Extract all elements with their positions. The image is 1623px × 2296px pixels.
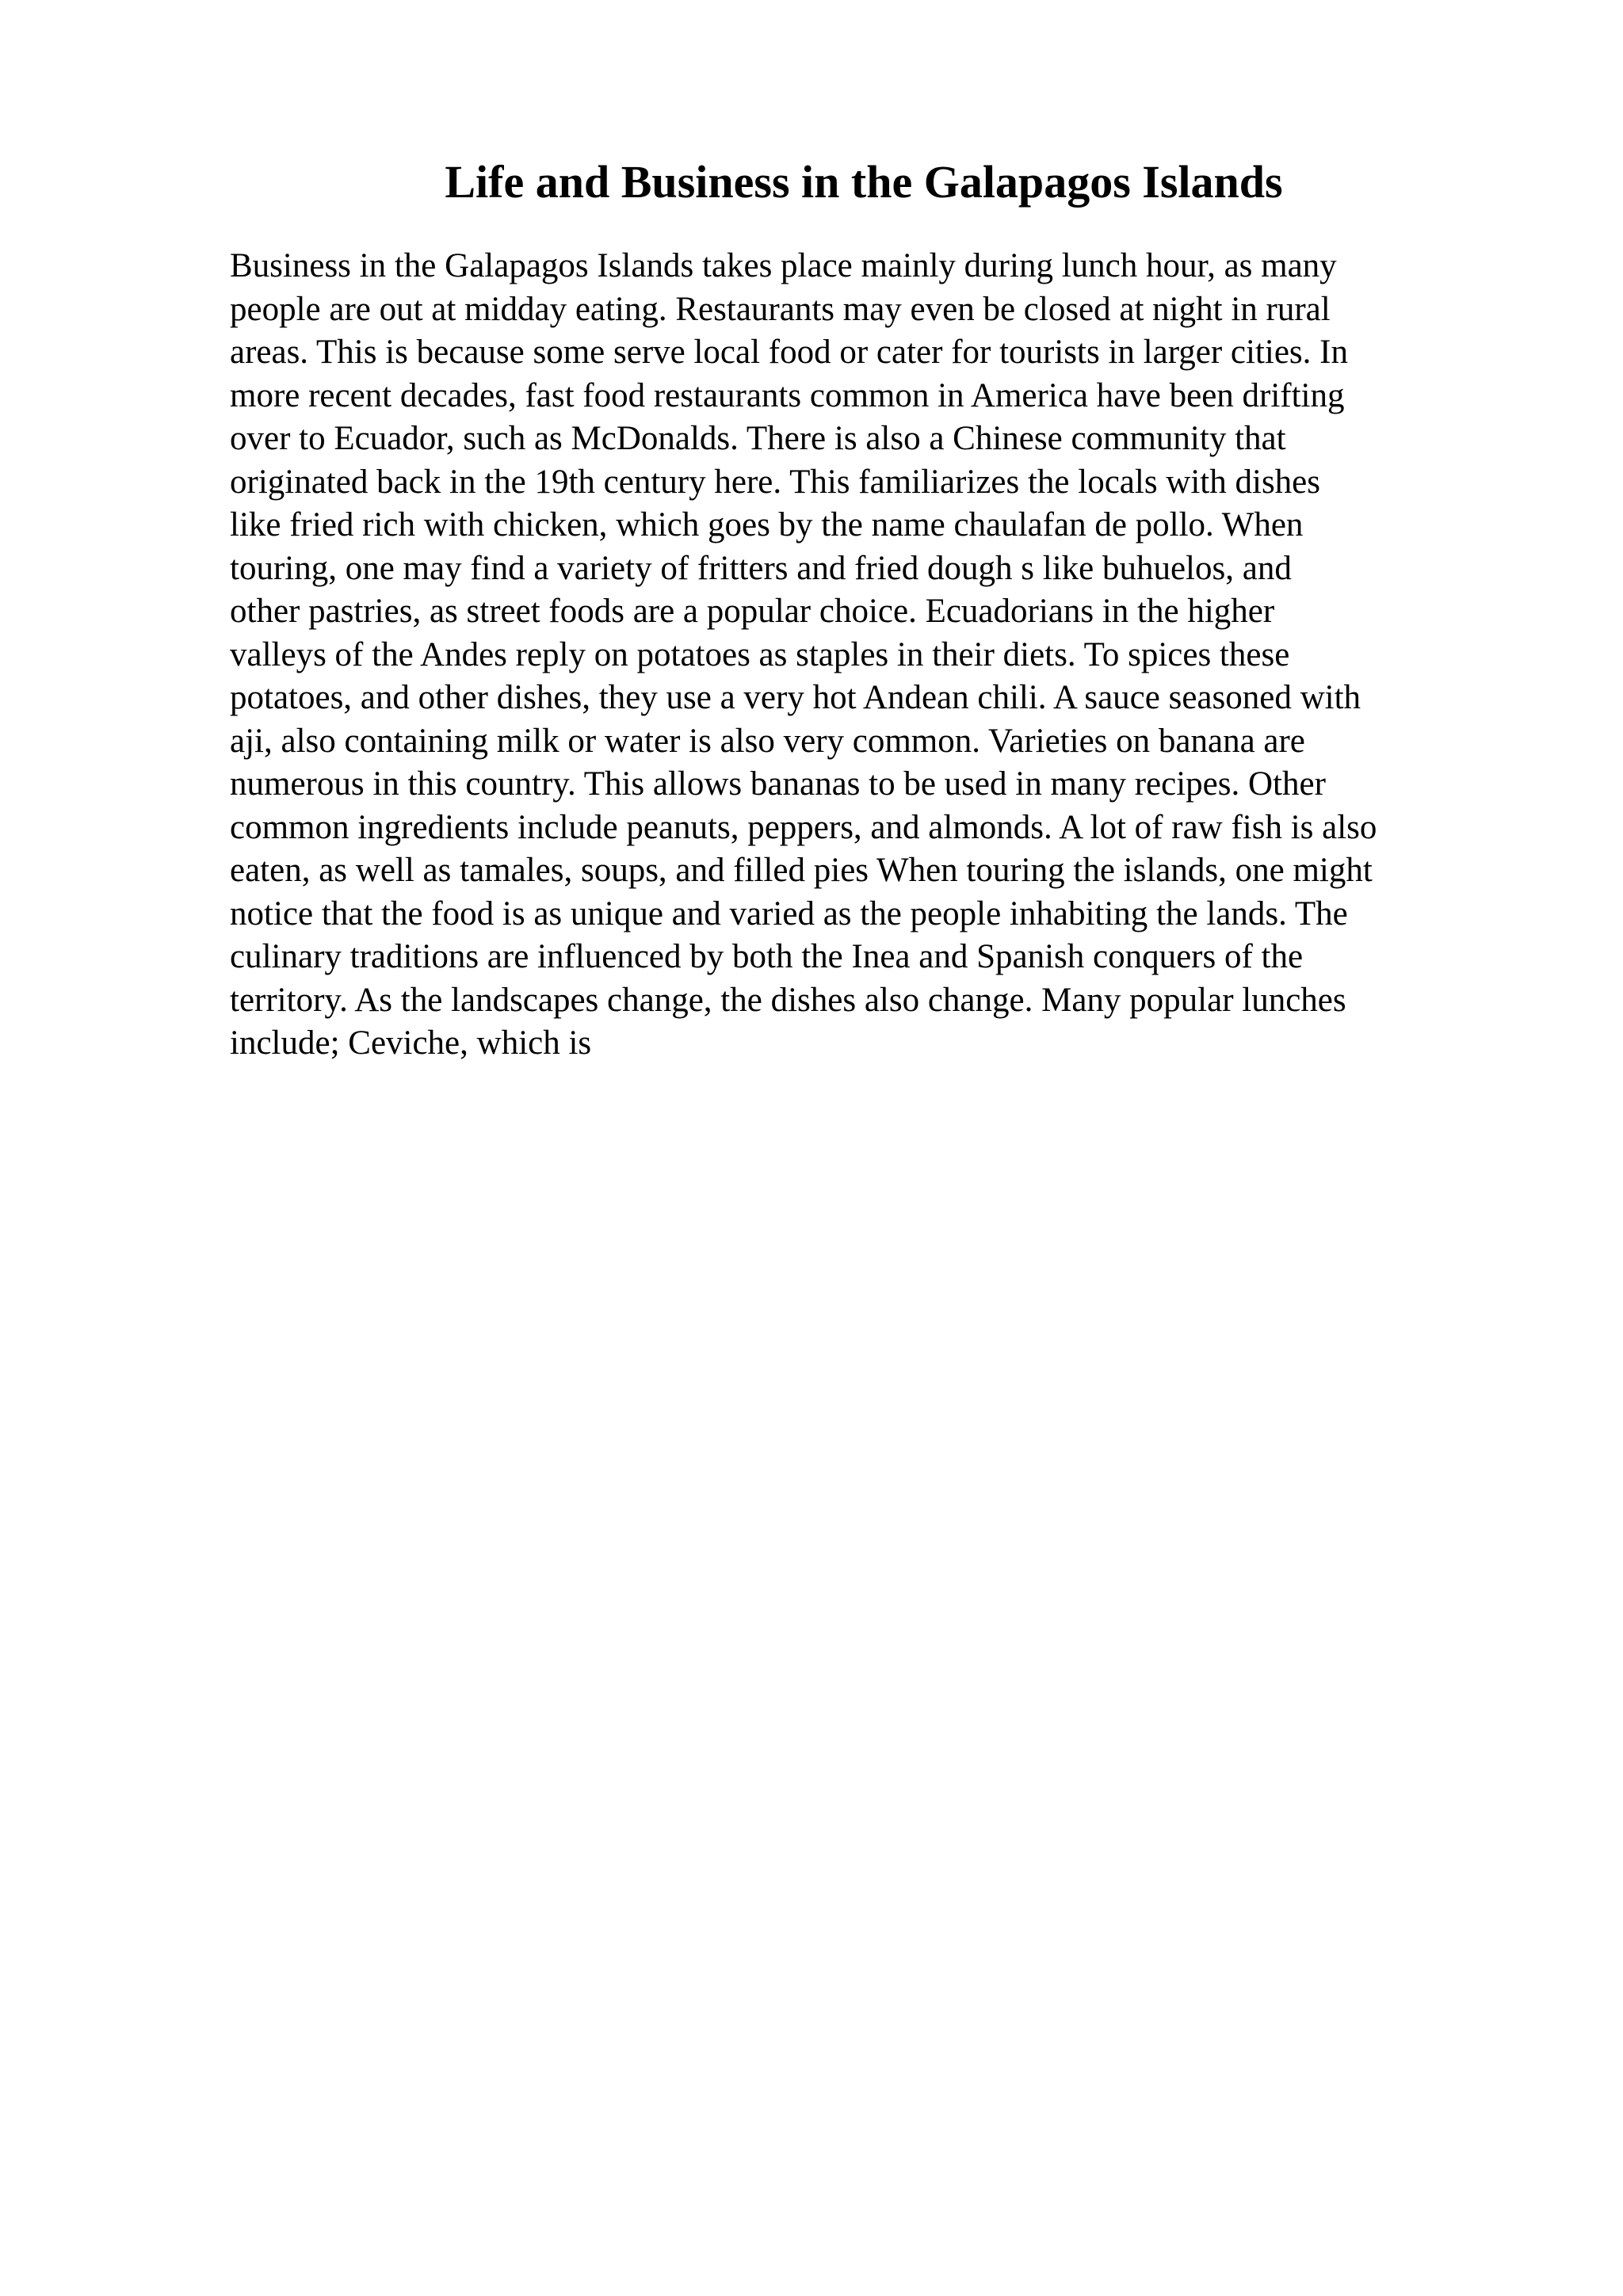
body-line: potatoes, and other dishes, they use a very hot Andean chili. A sauce seasoned with	[230, 679, 1361, 716]
body-line: over to Ecuador, such as McDonalds. There is also a Chinese community that	[230, 420, 1286, 457]
body-line: other pastries, as street foods are a popular choice. Ecuadorians in the higher	[230, 593, 1275, 630]
body-line: notice that the food is as unique and varied as the people inhabiting the lands. The	[230, 894, 1348, 933]
body-line: areas. This is because some serve local food or cater for tourists in larger cities. In	[230, 334, 1348, 371]
body-paragraph	[230, 245, 1514, 1066]
body-line: culinary traditions are influenced by both the Inea and Spanish conquers of the	[230, 938, 1304, 975]
body-line: include; Ceviche, which is	[230, 1024, 592, 1062]
body-line: touring, one may find a variety of fritters and fried dough s like buhuelos, and	[230, 549, 1292, 587]
document-title: Life and Business in the Galapagos Islands	[445, 156, 1283, 208]
body-line: more recent decades, fast food restaurants common in America have been drifting	[230, 376, 1345, 414]
body-line: like fried rich with chicken, which goes by the name chaulafan de pollo. When	[230, 506, 1304, 543]
body-line: common ingredients include peanuts, peppers, and almonds. A lot of raw fish is also	[230, 808, 1377, 846]
body-line: people are out at midday eating. Restaurants may even be closed at night in rural	[230, 290, 1331, 328]
body-line: Business in the Galapagos Islands takes place mainly during lunch hour, as many	[230, 247, 1337, 284]
body-line: eaten, as well as tamales, soups, and filled pies When touring the islands, one might	[230, 852, 1373, 889]
body-line: aji, also containing milk or water is also very common. Varieties on banana are	[230, 722, 1305, 760]
body-line: valleys of the Andes reply on potatoes as staples in their diets. To spices these	[230, 635, 1290, 673]
body-line: numerous in this country. This allows bananas to be used in many recipes. Other	[230, 765, 1326, 803]
body-line: originated back in the 19th century here. This familiarizes the locals with dishes	[230, 463, 1320, 501]
body-line: territory. As the landscapes change, the dishes also change. Many popular lunches	[230, 981, 1346, 1019]
